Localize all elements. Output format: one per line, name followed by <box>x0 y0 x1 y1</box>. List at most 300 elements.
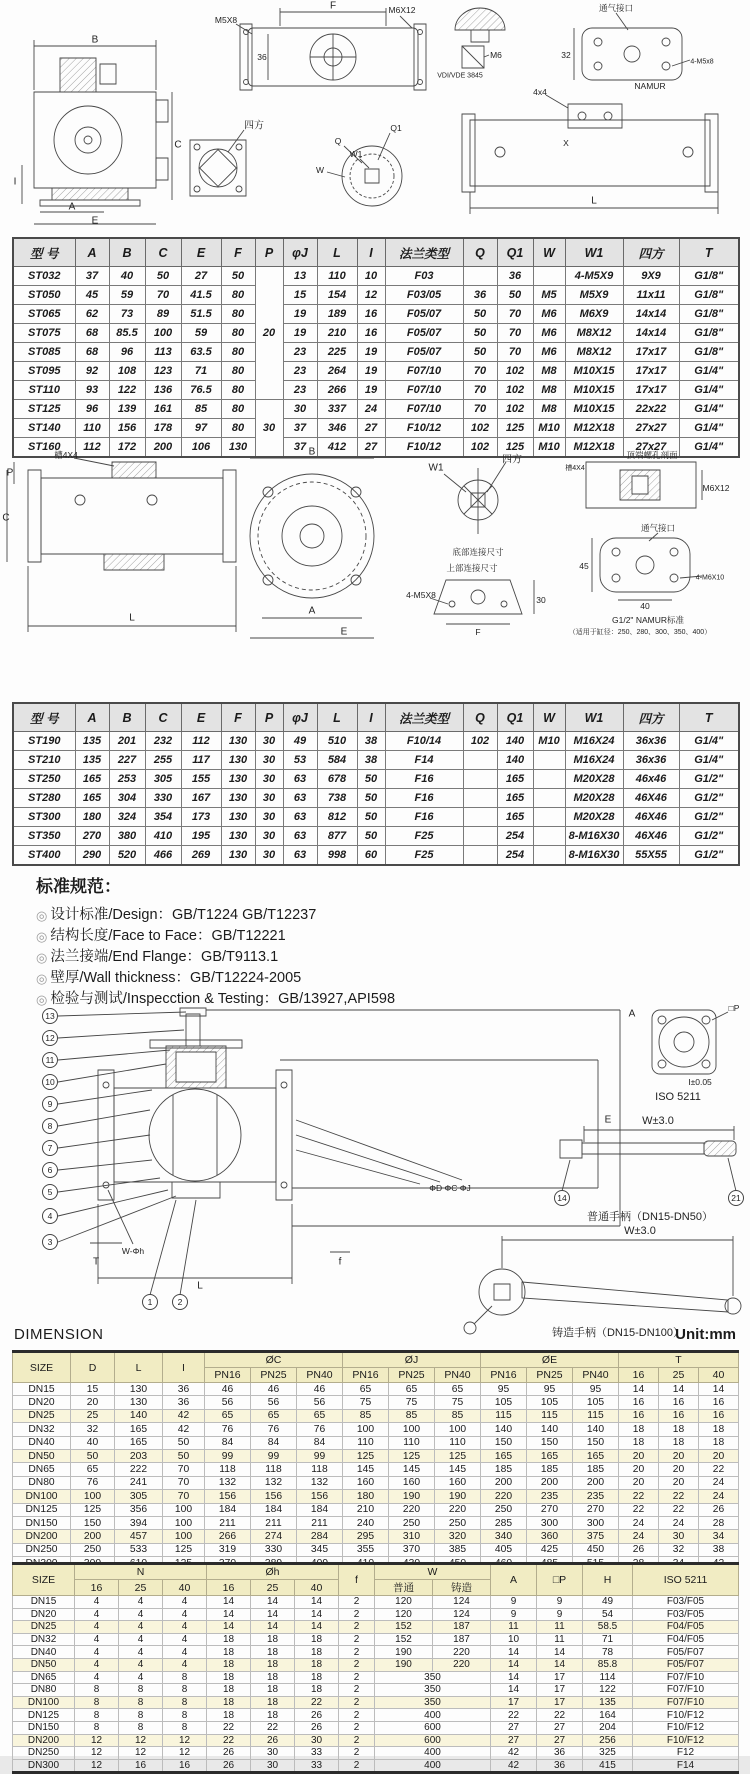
value-cell: 466 <box>145 846 181 866</box>
table-row <box>13 1734 739 1747</box>
value-cell: 330 <box>251 1543 297 1556</box>
value-cell: 22 <box>659 1503 699 1516</box>
value-cell: 8 <box>75 1684 119 1697</box>
value-cell: 71 <box>181 362 221 381</box>
value-cell: 56 <box>251 1396 297 1409</box>
value-cell: 65 <box>205 1409 251 1422</box>
value-cell: 18 <box>207 1646 251 1659</box>
value-cell: 10 <box>357 267 385 286</box>
value-cell: F05/F07 <box>633 1646 739 1659</box>
column-header: 法兰类型 <box>385 703 463 732</box>
value-cell: 156 <box>297 1490 343 1503</box>
value-cell: 17 <box>537 1671 583 1684</box>
value-cell: 253 <box>109 770 145 789</box>
size-cell: DN20 <box>13 1608 75 1621</box>
column-subheader: 普通 <box>375 1580 433 1596</box>
value-cell: G1/2" <box>679 808 739 827</box>
value-cell: 14 <box>207 1596 251 1609</box>
table-row <box>13 732 739 751</box>
value-cell: 27 <box>357 438 385 458</box>
value-cell: 156 <box>205 1490 251 1503</box>
column-header: P <box>255 238 283 267</box>
value-cell: G1/4" <box>679 381 739 400</box>
value-cell: 17 <box>537 1684 583 1697</box>
value-cell: 877 <box>317 827 357 846</box>
value-cell: 255 <box>145 751 181 770</box>
drawing-label: W1 <box>349 149 363 159</box>
value-cell: M10X15 <box>565 362 623 381</box>
size-cell: DN65 <box>13 1463 71 1476</box>
value-cell: 50 <box>357 770 385 789</box>
value-cell: 14 <box>207 1621 251 1634</box>
value-cell: 63 <box>283 789 317 808</box>
value-cell: 16 <box>659 1409 699 1422</box>
model-cell: ST210 <box>13 751 75 770</box>
table-row <box>13 1696 739 1709</box>
drawing-label: L <box>197 1280 203 1292</box>
value-cell: F07/10 <box>385 381 463 400</box>
value-cell: M8 <box>533 400 565 419</box>
value-cell: 63.5 <box>181 343 221 362</box>
value-cell: 130 <box>221 438 255 458</box>
value-cell: F07/F10 <box>633 1696 739 1709</box>
value-cell: 42 <box>491 1759 537 1773</box>
value-cell: 42 <box>491 1747 537 1760</box>
drawing-label: M6X12 <box>702 483 730 493</box>
value-cell: M6 <box>533 305 565 324</box>
value-cell: 156 <box>109 419 145 438</box>
value-cell: F16 <box>385 808 463 827</box>
value-cell: 130 <box>221 846 255 866</box>
value-cell: 22 <box>251 1721 295 1734</box>
value-cell: 600 <box>375 1721 491 1734</box>
value-cell: 125 <box>389 1449 435 1462</box>
value-cell <box>533 267 565 286</box>
value-cell: 27 <box>537 1734 583 1747</box>
column-subheader: PN16 <box>343 1368 389 1383</box>
drawing-label: W±3.0 <box>624 1225 656 1237</box>
table-row <box>13 1409 739 1422</box>
value-cell: 30 <box>251 1759 295 1773</box>
value-cell: 140 <box>527 1423 573 1436</box>
value-cell: 4 <box>119 1633 163 1646</box>
value-cell: 140 <box>573 1423 619 1436</box>
actuator-line-art-top <box>0 0 750 234</box>
value-cell: 70 <box>163 1463 205 1476</box>
value-cell: 80 <box>221 324 255 343</box>
value-cell: 23 <box>283 362 317 381</box>
value-cell: 80 <box>221 381 255 400</box>
value-cell: 99 <box>205 1449 251 1462</box>
value-cell: M12X18 <box>565 438 623 458</box>
value-cell: F07/F10 <box>633 1684 739 1697</box>
value-cell: 16 <box>357 305 385 324</box>
drawing-label: （适用于缸径：250、280、300、350、400） <box>568 629 712 636</box>
value-cell: 30 <box>659 1530 699 1543</box>
value-cell: 27 <box>491 1734 537 1747</box>
drawing-label: 32 <box>561 50 571 60</box>
value-cell: 18 <box>207 1696 251 1709</box>
value-cell: 13 <box>283 267 317 286</box>
value-cell: 120 <box>375 1596 433 1609</box>
value-cell: 250 <box>481 1503 527 1516</box>
value-cell: 80 <box>221 362 255 381</box>
value-cell: 37 <box>75 267 109 286</box>
value-cell: 254 <box>497 827 533 846</box>
size-cell: DN32 <box>13 1423 71 1436</box>
table-row <box>13 419 739 438</box>
value-cell: 12 <box>75 1734 119 1747</box>
table-row <box>13 1596 739 1609</box>
value-cell: 85 <box>181 400 221 419</box>
value-cell: 2 <box>339 1646 375 1659</box>
table-row <box>13 1671 739 1684</box>
drawing-label: T <box>92 1256 100 1268</box>
value-cell: G1/2" <box>679 789 739 808</box>
value-cell: 4 <box>163 1633 207 1646</box>
value-cell <box>463 267 497 286</box>
value-cell: 270 <box>75 827 109 846</box>
value-cell: 14 <box>537 1646 583 1659</box>
value-cell: 18 <box>251 1696 295 1709</box>
value-cell: 80 <box>221 400 255 419</box>
column-subheader: 40 <box>295 1580 339 1596</box>
value-cell: M16X24 <box>565 732 623 751</box>
value-cell: 400 <box>375 1709 491 1722</box>
value-cell: 152 <box>375 1621 433 1634</box>
value-cell: 54 <box>583 1608 633 1621</box>
column-header: N <box>75 1564 207 1580</box>
table-row <box>13 400 739 419</box>
value-cell: 30 <box>295 1734 339 1747</box>
value-cell: F10/F12 <box>633 1721 739 1734</box>
value-cell: 400 <box>375 1747 491 1760</box>
drawing-label: B <box>308 446 316 458</box>
drawing-label: NAMUR <box>634 81 666 91</box>
value-cell: 85.5 <box>109 324 145 343</box>
value-cell: 46x46 <box>623 770 679 789</box>
size-cell: DN25 <box>13 1409 71 1422</box>
value-cell: M10 <box>533 732 565 751</box>
value-cell: 165 <box>527 1449 573 1462</box>
value-cell: 184 <box>205 1503 251 1516</box>
drawing-label: E <box>91 215 99 227</box>
value-cell: 59 <box>109 286 145 305</box>
value-cell: 20 <box>619 1463 659 1476</box>
value-cell: 27 <box>491 1721 537 1734</box>
value-cell: 998 <box>317 846 357 866</box>
column-header: Øh <box>207 1564 339 1580</box>
value-cell: 4 <box>163 1658 207 1671</box>
value-cell: 178 <box>145 419 181 438</box>
value-cell: 412 <box>317 438 357 458</box>
column-header: W1 <box>565 238 623 267</box>
value-cell: 124 <box>433 1608 491 1621</box>
value-cell: 65 <box>251 1409 297 1422</box>
drawing-label: f <box>338 1256 342 1268</box>
column-header: F <box>221 238 255 267</box>
value-cell: 18 <box>207 1671 251 1684</box>
value-cell: 26 <box>699 1503 739 1516</box>
value-cell: G1/4" <box>679 362 739 381</box>
value-cell: 14x14 <box>623 324 679 343</box>
value-cell: 678 <box>317 770 357 789</box>
drawing-label: M5X8 <box>214 15 238 25</box>
column-header: E <box>181 703 221 732</box>
value-cell: 325 <box>583 1747 633 1760</box>
standard-text: 检验与测试/Inspecction & Testing：GB/13927,API598 <box>50 991 396 1007</box>
size-cell: DN40 <box>13 1646 75 1659</box>
value-cell: G1/8" <box>679 324 739 343</box>
value-cell: 30 <box>255 732 283 751</box>
value-cell: 62 <box>75 305 109 324</box>
value-cell: 118 <box>297 1463 343 1476</box>
value-cell: 18 <box>207 1633 251 1646</box>
value-cell: 102 <box>497 400 533 419</box>
value-cell: 60 <box>357 846 385 866</box>
value-cell: F03/F05 <box>633 1608 739 1621</box>
value-cell: 173 <box>181 808 221 827</box>
value-cell: 56 <box>297 1396 343 1409</box>
value-cell: 70 <box>463 381 497 400</box>
value-cell: 250 <box>435 1516 481 1529</box>
value-cell: 27x27 <box>623 419 679 438</box>
value-cell: 165 <box>481 1449 527 1462</box>
value-cell: F07/10 <box>385 400 463 419</box>
column-header: W <box>533 238 565 267</box>
header-row <box>13 1352 739 1368</box>
drawing-label: F <box>329 0 337 12</box>
value-cell: 114 <box>583 1671 633 1684</box>
header-row <box>13 1564 739 1580</box>
value-cell: 70 <box>163 1490 205 1503</box>
part-balloon: 12 <box>42 1030 58 1046</box>
value-cell: F10/12 <box>385 438 463 458</box>
value-cell: 32 <box>659 1543 699 1556</box>
column-header: B <box>109 238 145 267</box>
table-row <box>13 1709 739 1722</box>
value-cell: F25 <box>385 846 463 866</box>
value-cell: 520 <box>109 846 145 866</box>
value-cell: 220 <box>433 1646 491 1659</box>
value-cell: 184 <box>251 1503 297 1516</box>
table-row <box>13 343 739 362</box>
value-cell: 254 <box>497 846 533 866</box>
value-cell: 16 <box>699 1396 739 1409</box>
value-cell: 2 <box>339 1734 375 1747</box>
column-header: D <box>71 1352 115 1383</box>
value-cell: 18 <box>251 1709 295 1722</box>
value-cell: 350 <box>375 1696 491 1709</box>
value-cell: 70 <box>497 324 533 343</box>
bullet-icon: ◎ <box>36 971 48 986</box>
value-cell: 22 <box>295 1696 339 1709</box>
table-row <box>13 1658 739 1671</box>
value-cell: 14 <box>491 1646 537 1659</box>
value-cell: 284 <box>297 1530 343 1543</box>
value-cell: F04/F05 <box>633 1633 739 1646</box>
value-cell: 18 <box>699 1436 739 1449</box>
value-cell: 211 <box>205 1516 251 1529</box>
drawing-label: Q <box>334 136 342 146</box>
value-cell: 264 <box>317 362 357 381</box>
model-cell: ST250 <box>13 770 75 789</box>
column-subheader: PN16 <box>205 1368 251 1383</box>
value-cell: 120 <box>375 1608 433 1621</box>
value-cell: 266 <box>205 1530 251 1543</box>
column-header: Q1 <box>497 703 533 732</box>
value-cell: 220 <box>435 1503 481 1516</box>
value-cell: 4 <box>75 1621 119 1634</box>
value-cell: G1/4" <box>679 751 739 770</box>
size-cell: DN80 <box>13 1684 75 1697</box>
value-cell: 55X55 <box>623 846 679 866</box>
drawing-label: I±0.05 <box>688 1077 712 1087</box>
table-row <box>13 305 739 324</box>
value-cell <box>463 808 497 827</box>
value-cell: 135 <box>75 732 109 751</box>
table-row <box>13 362 739 381</box>
value-cell: 14 <box>251 1621 295 1634</box>
model-cell: ST032 <box>13 267 75 286</box>
drawing-label: 通气接口 <box>598 3 634 13</box>
value-cell: 405 <box>481 1543 527 1556</box>
value-cell: 27 <box>537 1721 583 1734</box>
column-header: W1 <box>565 703 623 732</box>
model-cell: ST075 <box>13 324 75 343</box>
value-cell: 190 <box>375 1646 433 1659</box>
value-cell: 4 <box>119 1621 163 1634</box>
column-header: SIZE <box>13 1352 71 1383</box>
value-cell: 172 <box>109 438 145 458</box>
column-subheader: PN25 <box>251 1368 297 1383</box>
value-cell: 200 <box>71 1530 115 1543</box>
drawing-label: F <box>475 627 481 637</box>
value-cell: 204 <box>583 1721 633 1734</box>
value-cell: 49 <box>583 1596 633 1609</box>
value-cell: 34 <box>699 1530 739 1543</box>
value-cell: 2 <box>339 1684 375 1697</box>
value-cell: 140 <box>481 1423 527 1436</box>
value-cell: 96 <box>109 343 145 362</box>
value-cell: 14x14 <box>623 305 679 324</box>
value-cell: F16 <box>385 770 463 789</box>
column-header: T <box>679 703 739 732</box>
value-cell: 211 <box>297 1516 343 1529</box>
value-cell: 30 <box>255 846 283 866</box>
value-cell: M6 <box>533 324 565 343</box>
value-cell: 32 <box>71 1423 115 1436</box>
column-header: T <box>679 238 739 267</box>
value-cell: 155 <box>181 770 221 789</box>
value-cell: 8 <box>119 1721 163 1734</box>
value-cell: 4 <box>119 1596 163 1609</box>
value-cell: 37 <box>283 438 317 458</box>
model-cell: ST085 <box>13 343 75 362</box>
value-cell: 105 <box>527 1396 573 1409</box>
value-cell: 50 <box>71 1449 115 1462</box>
value-cell: 150 <box>71 1516 115 1529</box>
drawing-label: 4x4 <box>533 87 547 97</box>
value-cell: 23 <box>283 343 317 362</box>
part-balloon: 10 <box>42 1074 58 1090</box>
value-cell: 14 <box>295 1621 339 1634</box>
value-cell: 2 <box>339 1696 375 1709</box>
value-cell: 330 <box>145 789 181 808</box>
value-cell: 200 <box>481 1476 527 1489</box>
value-cell: 8-M16X30 <box>565 827 623 846</box>
valve-dimension-table <box>12 1350 739 1572</box>
value-cell: 16 <box>659 1396 699 1409</box>
value-cell: 117 <box>181 751 221 770</box>
value-cell: 20 <box>619 1449 659 1462</box>
standards-list <box>36 905 536 1010</box>
value-cell: 24 <box>699 1476 739 1489</box>
value-cell: 11x11 <box>623 286 679 305</box>
drawing-label: 4-M6X10 <box>695 574 725 582</box>
value-cell: 2 <box>339 1671 375 1684</box>
drawing-label: W±3.0 <box>642 1115 674 1127</box>
column-header: φJ <box>283 703 317 732</box>
drawing-label: 40 <box>640 601 650 611</box>
value-cell: 95 <box>573 1383 619 1396</box>
value-cell: 165 <box>497 808 533 827</box>
value-cell: 17x17 <box>623 343 679 362</box>
value-cell: 584 <box>317 751 357 770</box>
value-cell: 110 <box>435 1436 481 1449</box>
value-cell: 50 <box>497 286 533 305</box>
value-cell: 100 <box>389 1423 435 1436</box>
value-cell: 9 <box>491 1596 537 1609</box>
value-cell <box>533 827 565 846</box>
value-cell: 36 <box>163 1383 205 1396</box>
value-cell: 305 <box>115 1490 163 1503</box>
value-cell: 185 <box>481 1463 527 1476</box>
drawing-label: W <box>315 165 325 175</box>
value-cell: 184 <box>297 1503 343 1516</box>
value-cell: 27 <box>181 267 221 286</box>
value-cell: 4 <box>75 1658 119 1671</box>
value-cell: 8 <box>163 1721 207 1734</box>
column-header: 法兰类型 <box>385 238 463 267</box>
value-cell: F10/12 <box>385 419 463 438</box>
value-cell: 200 <box>145 438 181 458</box>
value-cell: 14 <box>491 1684 537 1697</box>
value-cell: 125 <box>497 438 533 458</box>
value-cell: 36 <box>497 267 533 286</box>
value-cell: 130 <box>221 770 255 789</box>
value-cell: F14 <box>633 1759 739 1773</box>
column-header: F <box>221 703 255 732</box>
value-cell: 50 <box>357 827 385 846</box>
size-cell: DN25 <box>13 1621 75 1634</box>
value-cell: 36x36 <box>623 732 679 751</box>
drawing-label: 36 <box>257 52 267 62</box>
value-cell: 36x36 <box>623 751 679 770</box>
value-cell: 738 <box>317 789 357 808</box>
bullet-icon: ◎ <box>36 908 48 923</box>
size-cell: DN65 <box>13 1671 75 1684</box>
value-cell: 100 <box>71 1490 115 1503</box>
value-cell: 130 <box>115 1383 163 1396</box>
value-cell: 113 <box>145 343 181 362</box>
value-cell: 20 <box>71 1396 115 1409</box>
drawing-label: M6 <box>490 50 502 60</box>
value-cell: 14 <box>251 1596 295 1609</box>
value-cell: 12 <box>119 1747 163 1760</box>
value-cell: 400 <box>375 1759 491 1773</box>
value-cell: F05/07 <box>385 343 463 362</box>
